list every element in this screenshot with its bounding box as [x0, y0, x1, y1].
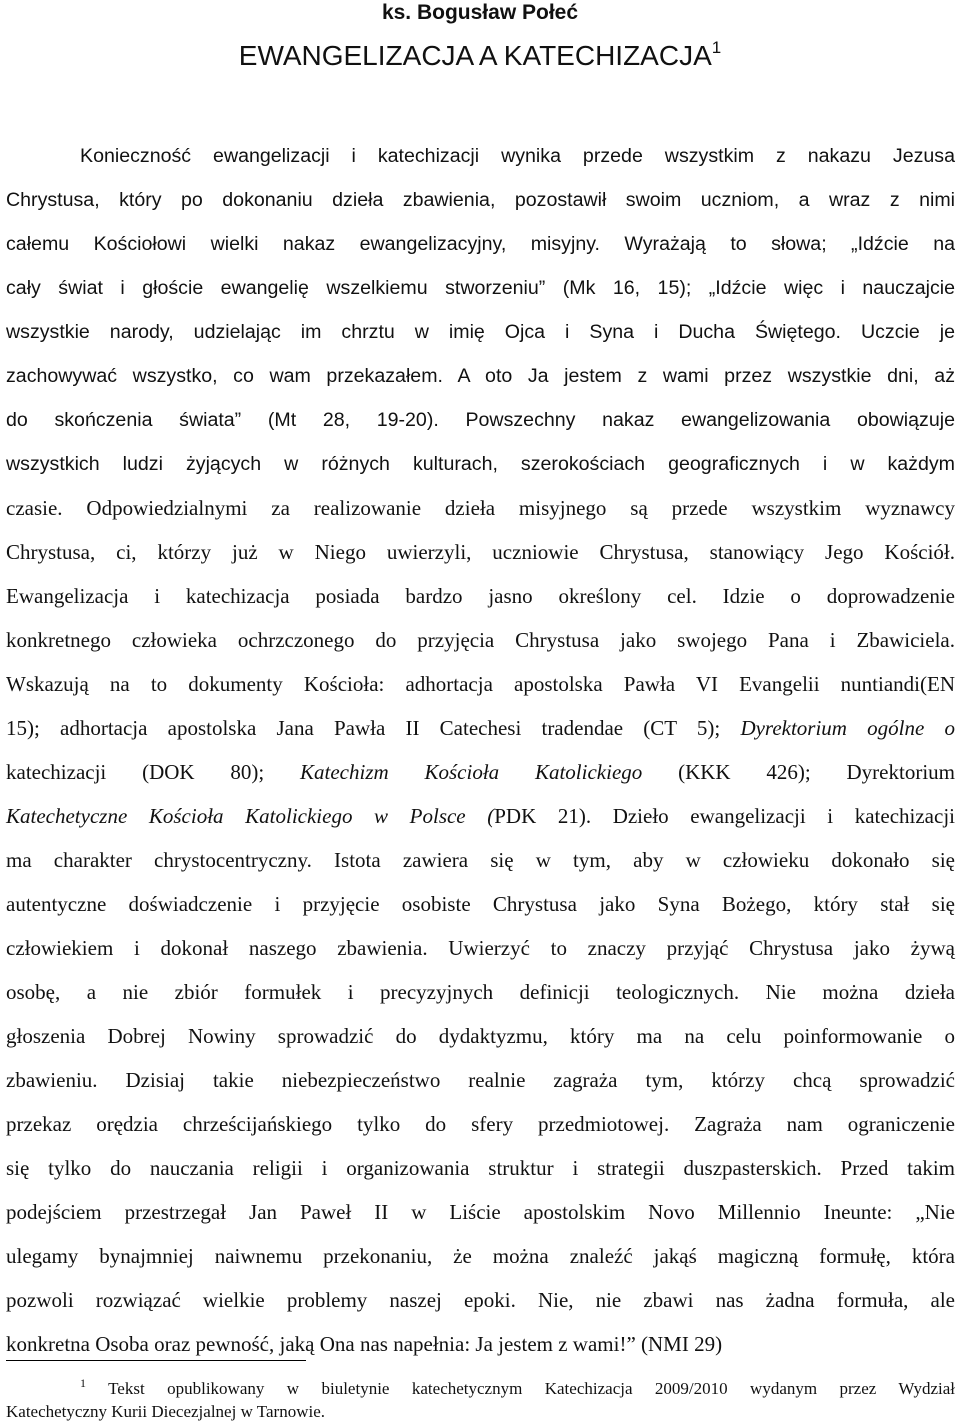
- footnote-number: 1: [80, 1376, 86, 1390]
- text-line: Konieczność ewangelizacji i katechizacji wynika przede wszystkim z nakazu Jezusa: [80, 145, 955, 167]
- text-line: wszystkich ludzi żyjących w różnych kulturach, szerokościach geograficznych i w każdym: [6, 453, 955, 475]
- text-line: przekaz orędzia chrześcijańskiego tylko do sfery przedmiotowej. Zagraża nam ograniczenie: [6, 1112, 955, 1136]
- text-line: Ewangelizacja i katechizacja posiada bardzo jasno określony cel. Idzie o doprowadzenie: [6, 584, 955, 608]
- text-segment: katechizacji (DOK 80);: [6, 760, 265, 784]
- italic-title: Katechizm Kościoła Katolickiego: [300, 760, 643, 784]
- text-line: podejściem przestrzegał Jan Paweł II w Liście apostolskim Novo Millennio Ineunte: „Nie: [6, 1200, 955, 1224]
- text-line: człowiekiem i dokonał naszego zbawienia. Uwierzyć to znaczy przyjąć Chrystusa jako żywą: [6, 936, 955, 960]
- text-line: [6, 706, 955, 750]
- text-line: Chrystusa, ci, którzy już w Niego uwierzyli, uczniowie Chrystusa, stanowiący Jego Kościół.: [6, 540, 955, 564]
- text-line: do skończenia świata” (Mt 28, 19-20). Powszechny nakaz ewangelizowania obowiązuje: [6, 409, 955, 431]
- text-line: [6, 750, 955, 794]
- text-line: cały świat i głoście ewangelię wszelkiemu stworzeniu” (Mk 16, 15); „Idźcie więc i nauczajcie: [6, 277, 955, 299]
- footnote-reference[interactable]: 1: [711, 38, 722, 57]
- text-line: osobę, a nie zbiór formułek i precyzyjnych definicji teologicznych. Nie można dzieła: [6, 980, 955, 1004]
- text-line: zbawieniu. Dzisiaj takie niebezpieczeństwo realnie zagraża tym, którzy chcą sprowadzić: [6, 1068, 955, 1092]
- text-line: ulegamy bynajmniej naiwnemu przekonaniu, że można znaleźć jakąś magiczną formułę, która: [6, 1244, 955, 1268]
- text-line: wszystkie narody, udzielając im chrztu w imię Ojca i Syna i Ducha Świętego. Uczcie je: [6, 321, 955, 343]
- italic-title: Dyrektorium ogólne o: [740, 716, 955, 740]
- text-line: pozwoli rozwiązać wielkie problemy naszej epoki. Nie, nie zbawi nas żadna formuła, ale: [6, 1288, 955, 1312]
- text-line: głoszenia Dobrej Nowiny sprowadzić do dydaktyzmu, który ma na celu poinformowanie o: [6, 1024, 955, 1048]
- title-text: EWANGELIZACJA A KATECHIZACJA: [238, 40, 712, 71]
- text-line: Chrystusa, który po dokonaniu dzieła zbawienia, pozostawił swoim uczniom, a wraz z nimi: [6, 189, 955, 211]
- text-line: konkretna Osoba oraz pewność, jaką Ona nas napełnia: Ja jestem z wami!” (NMI 29): [6, 1332, 723, 1356]
- text-segment: (KKK 426); Dyrektorium: [678, 760, 955, 784]
- text-segment: 15); adhortacja apostolska Jana Pawła II Catechesi tradendae (CT 5);: [6, 716, 721, 740]
- text-line: całemu Kościołowi wielki nakaz ewangelizacyjny, misyjny. Wyrażają to słowa; „Idźcie na: [6, 233, 955, 255]
- document-title: [0, 38, 960, 74]
- italic-title: Katechetyczne Kościoła Katolickiego w Polsce (: [6, 804, 495, 828]
- text-line: [6, 794, 955, 838]
- text-line: zachowywać wszystko, co wam przekazałem. A oto Ja jestem z wami przez wszystkie dni, aż: [6, 365, 955, 387]
- footnote-separator: [6, 1360, 306, 1361]
- text-line: Wskazują na to dokumenty Kościoła: adhortacja apostolska Pawła VI Evangelii nuntiandi(EN: [6, 672, 955, 696]
- text-line: ma charakter chrystocentryczny. Istota zawiera się w tym, aby w człowieku dokonało się: [6, 848, 955, 872]
- author-name: ks. Bogusław Połeć: [381, 1, 579, 24]
- text-line: się tylko do nauczania religii i organizowania struktur i strategii duszpasterskich. Przed takim: [6, 1156, 955, 1180]
- text-segment: PDK 21). Dzieło ewangelizacji i katechizacji: [494, 804, 955, 828]
- footnote-text: Tekst opublikowany w biuletynie katechetycznym Katechizacja 2009/2010 wydanym przez Wydział: [108, 1379, 955, 1398]
- text-line: czasie. Odpowiedzialnymi za realizowanie dzieła misyjnego są przede wszystkim wyznawcy: [6, 496, 955, 520]
- text-line: konkretnego człowieka ochrzczonego do przyjęcia Chrystusa jako swojego Pana i Zbawiciela.: [6, 628, 955, 652]
- footnote-line: Katechetyczny Kurii Diecezjalnej w Tarnowie.: [6, 1402, 325, 1421]
- text-line: autentyczne doświadczenie i przyjęcie osobiste Chrystusa jako Syna Bożego, który stał się: [6, 892, 955, 916]
